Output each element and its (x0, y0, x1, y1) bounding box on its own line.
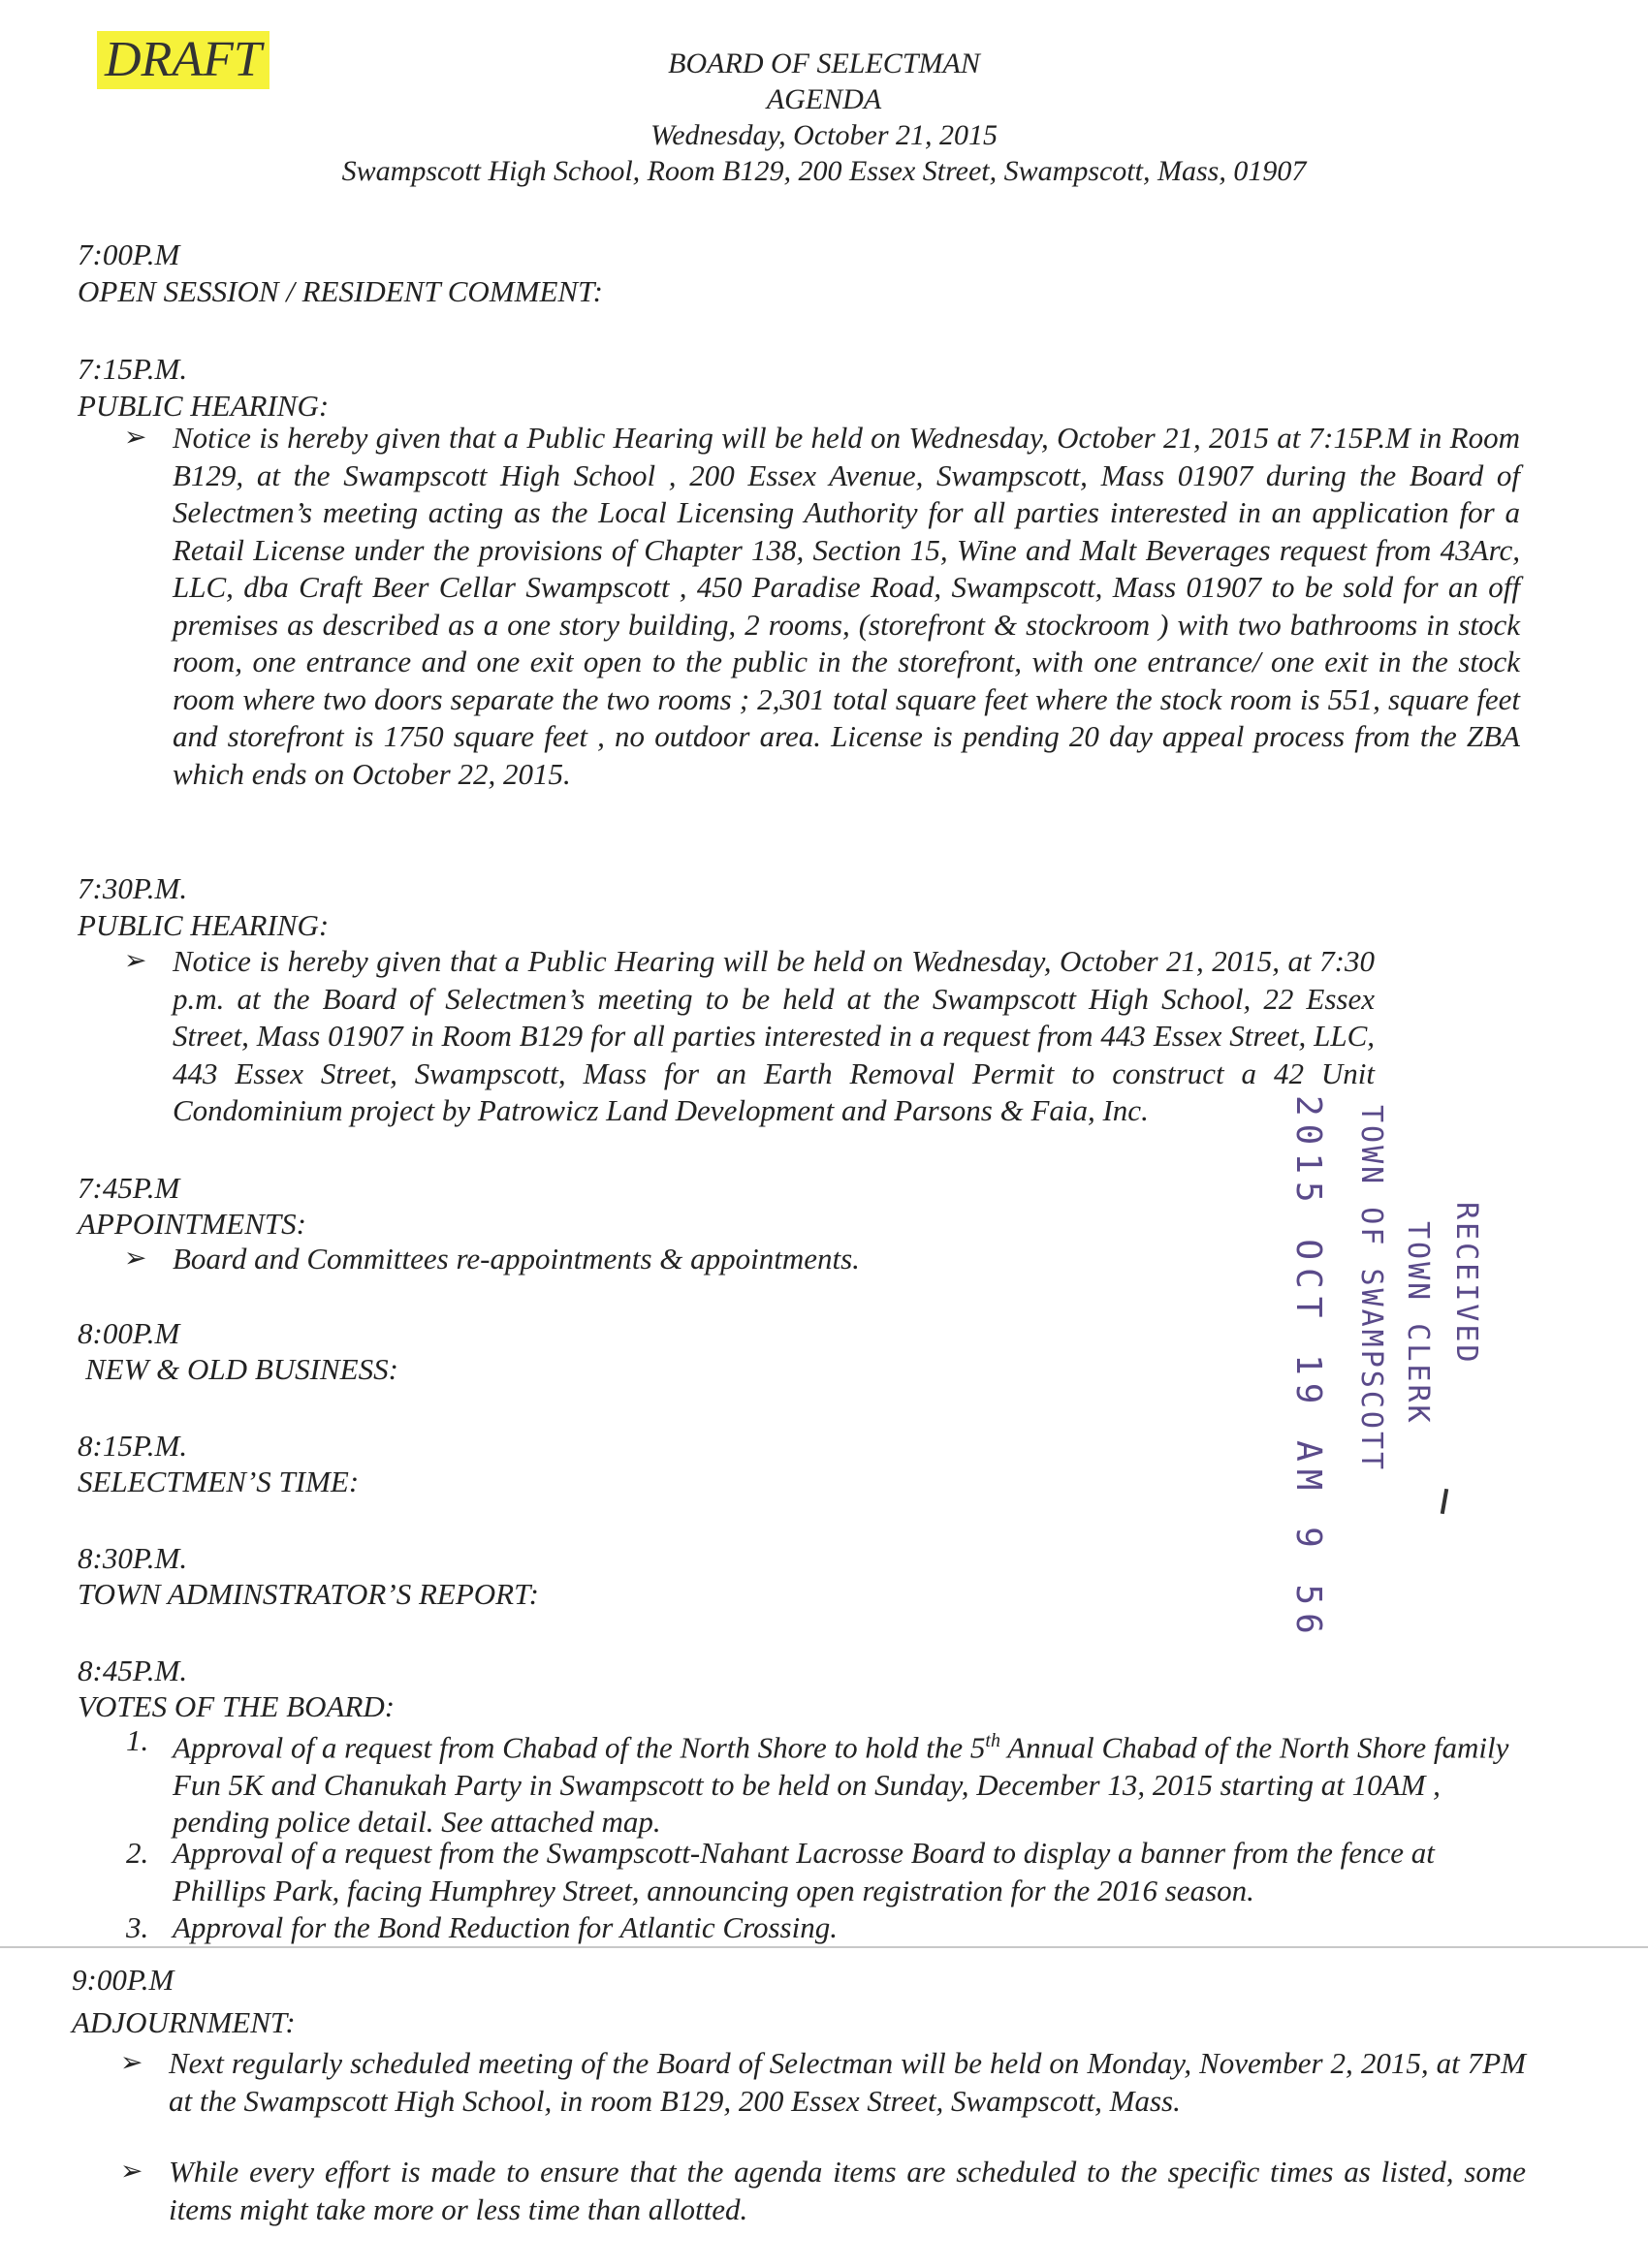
heading-open-session: OPEN SESSION / RESIDENT COMMENT: (78, 274, 603, 308)
disclaimer-text: While every effort is made to ensure that the agenda items are scheduled to the specific times as listed, some items might take more or less time than allotted. (169, 2155, 1526, 2226)
appointments-item (124, 1241, 1239, 1278)
bullet-arrow-icon: ➢ (120, 2048, 143, 2078)
public-hearing-1-notice (124, 420, 1520, 793)
adjournment-next-meeting (120, 2045, 1526, 2120)
draft-label: DRAFT (97, 31, 269, 89)
ordinal-suffix: th (985, 1730, 1000, 1751)
time-selectmen: 8:15P.M. (78, 1429, 188, 1463)
heading-appointments: APPOINTMENTS: (78, 1207, 306, 1241)
vote-text-part-b: Annual Chabad of the North Shore family Fun 5K and Chanukah Party in Swampscott to be held on Sunday, December 13, 2015 starting at 10AM , pending police detail. See attached map. (173, 1730, 1509, 1840)
time-adjournment: 9:00P.M (72, 1963, 174, 1997)
adjournment-disclaimer (120, 2154, 1526, 2228)
vote-item-2 (124, 1835, 1520, 1909)
heading-public-hearing-2: PUBLIC HEARING: (78, 908, 330, 942)
time-public-hearing-2: 7:30P.M. (78, 871, 188, 905)
heading-public-hearing-1: PUBLIC HEARING: (78, 389, 330, 423)
vote-number: 3. (126, 1910, 149, 1944)
bullet-arrow-icon: ➢ (124, 946, 147, 976)
vote-item-1 (124, 1722, 1520, 1842)
vote-text-part-a: Approval of a request from Chabad of the North Shore to hold the 5 (173, 1730, 986, 1765)
bullet-arrow-icon: ➢ (124, 423, 147, 453)
notice-text: Notice is hereby given that a Public Hearing will be held on Wednesday, October 21, 2015 at 7:15P.M in Room B129, at the Swampscott High School , 200 Essex Avenue, Swampscott, Mass 01907 during the Board of Selectmen’s meeting acting as the Local Licensing Authority for all parties interested in an application for a Retail License under the provisions of Chapter 138, Section 15, Wine and Malt Beverages request from 43Arc, LLC, dba Craft Beer Cellar Swampscott , 450 Paradise Road, Swampscott, Mass 01907 to be sold for an off premises as described as a one story building, 2 rooms, (storefront & stockroom ) with two bathrooms in stock room, one entrance and one exit open to the public in the storefront, with one entrance/ one exit in the stock room where two doors separate the two rooms ; 2,301 total square feet where the stock room is 551, square feet and storefront is 1750 square feet , no outdoor area. License is pending 20 day appeal process from the ZBA which ends on October 22, 2015. (173, 421, 1520, 791)
next-meeting-text: Next regularly scheduled meeting of the Board of Selectman will be held on Monday, November 2, 2015, at 7PM at the Swampscott High School, in room B129, 200 Essex Street, Swampscott, Mass. (169, 2046, 1526, 2118)
stamp-town-name: TOWN OF SWAMPSCOTT (1354, 1105, 1388, 1473)
stamp-town-clerk: TOWN CLERK (1401, 1221, 1435, 1426)
heading-selectmen: SELECTMEN’S TIME: (78, 1465, 360, 1498)
vote-text: Approval of a request from the Swampscott-Nahant Lacrosse Board to display a banner from the fence at Phillips Park, facing Humphrey Street, announcing open registration for the 2016 season. (173, 1836, 1435, 1907)
stamp-date-time: 2015 OCT 19 AM 9 56 (1288, 1095, 1328, 1642)
agenda-header (0, 46, 1648, 189)
bullet-arrow-icon: ➢ (124, 1244, 147, 1274)
scan-divider-line (0, 1946, 1648, 1948)
received-stamp (1280, 1095, 1503, 1642)
vote-text: Approval for the Bond Reduction for Atlantic Crossing. (173, 1910, 838, 1944)
heading-administrator: TOWN ADMINSTRATOR’S REPORT: (78, 1577, 539, 1611)
heading-votes: VOTES OF THE BOARD: (78, 1689, 396, 1723)
heading-adjournment: ADJOURNMENT: (72, 2005, 296, 2039)
notice-text: Notice is hereby given that a Public Hearing will be held on Wednesday, October 21, 2015, at 7:30 p.m. at the Board of Selectmen’s meeting to be held at the Swampscott High School, 22 Essex Street, Mass 01907 in Room B129 for all parties interested in a request from 443 Essex Street, LLC, 443 Essex Street, Swampscott, Mass for an Earth Removal Permit to construct a 42 Unit Condominium project by Patrowicz Land Development and Parsons & Faia, Inc. (173, 944, 1375, 1127)
heading-business: NEW & OLD BUSINESS: (85, 1352, 398, 1386)
stamp-received: RECEIVED (1449, 1202, 1483, 1366)
appointments-text: Board and Committees re-appointments & appointments. (173, 1242, 860, 1276)
meeting-date: Wednesday, October 21, 2015 (650, 119, 998, 151)
agenda-title: AGENDA (766, 83, 882, 115)
time-public-hearing-1: 7:15P.M. (78, 352, 188, 386)
bullet-arrow-icon: ➢ (120, 2157, 143, 2187)
vote-item-3 (124, 1909, 1520, 1947)
board-title: BOARD OF SELECTMAN (668, 47, 980, 79)
time-open-session: 7:00P.M (78, 237, 180, 271)
stamp-mark (1441, 1489, 1448, 1514)
time-appointments: 7:45P.M (78, 1171, 180, 1205)
time-business: 8:00P.M (78, 1316, 180, 1350)
time-votes: 8:45P.M. (78, 1654, 188, 1687)
time-administrator: 8:30P.M. (78, 1541, 188, 1575)
meeting-location: Swampscott High School, Room B129, 200 Essex Street, Swampscott, Mass, 01907 (341, 155, 1307, 187)
vote-text (173, 1722, 1520, 1842)
vote-number: 1. (126, 1723, 149, 1757)
vote-number: 2. (126, 1836, 149, 1870)
